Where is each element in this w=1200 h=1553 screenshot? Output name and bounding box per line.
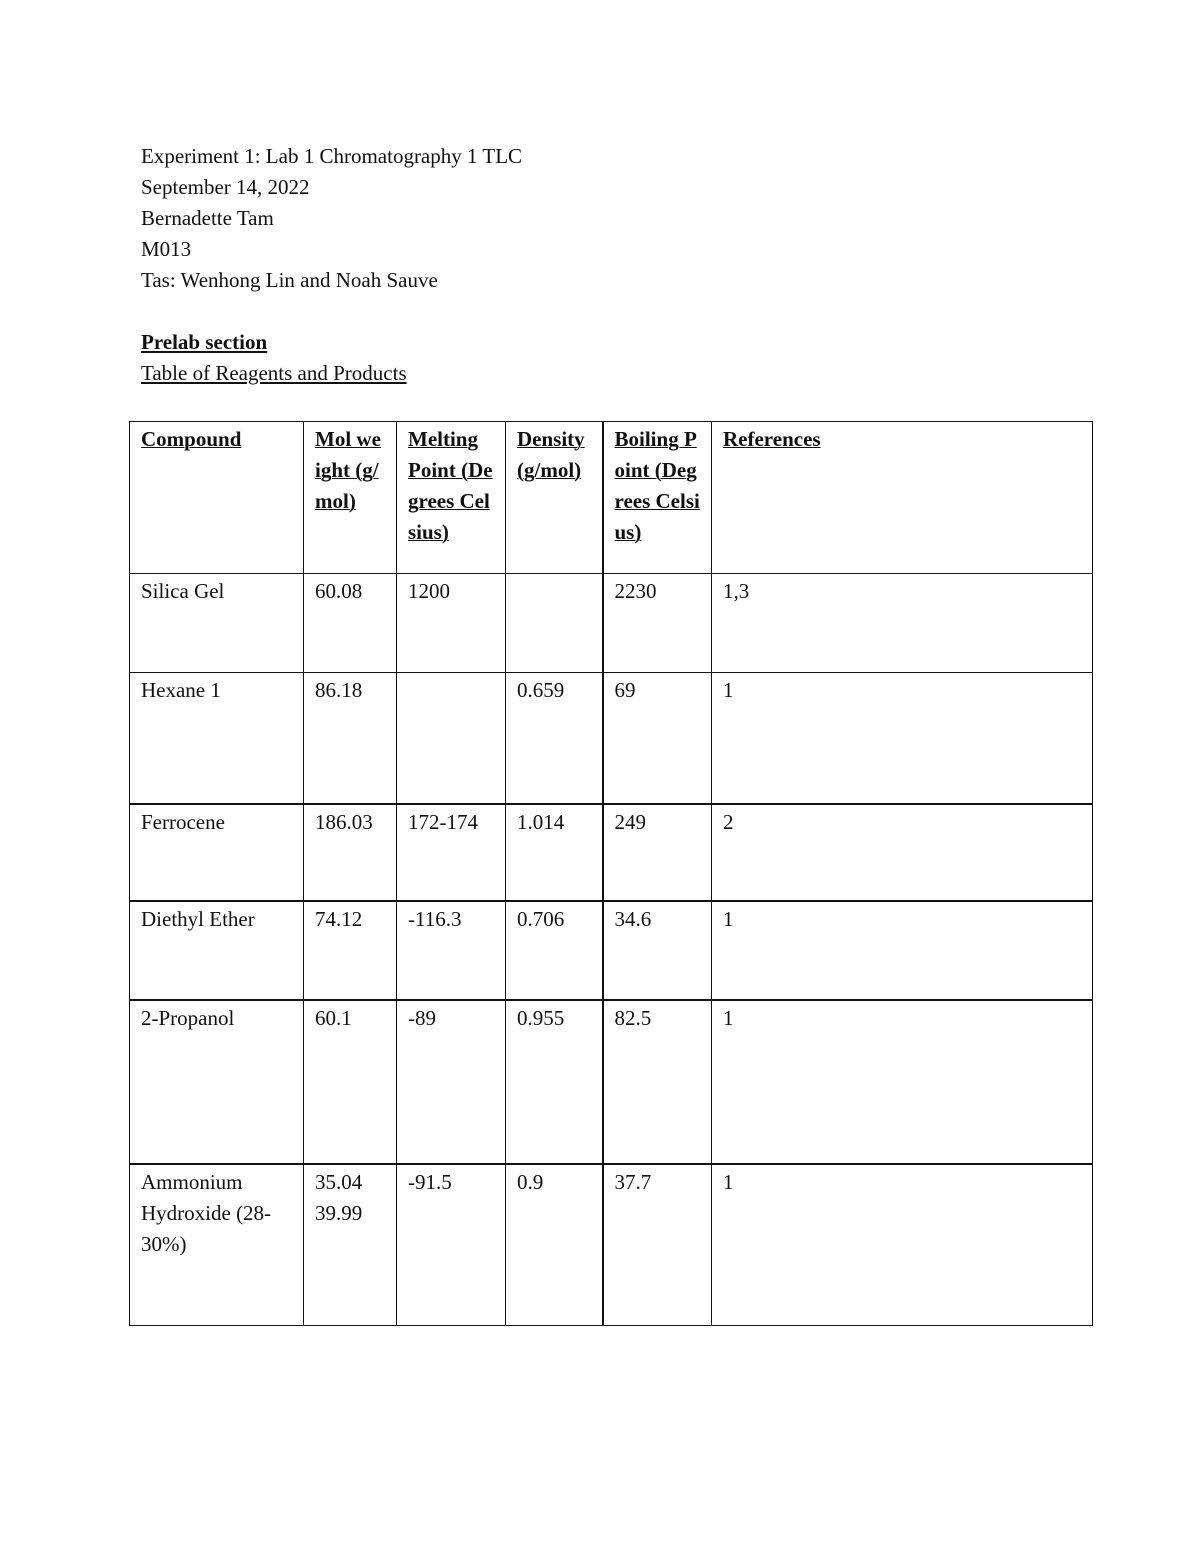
spacer	[141, 296, 522, 327]
cell-mol-weight: 186.03	[304, 804, 397, 901]
cell-boiling-point: 69	[603, 673, 712, 804]
cell-compound: 2-Propanol	[130, 1000, 304, 1164]
cell-mol-weight: 60.1	[304, 1000, 397, 1164]
cell-compound: Hexane 1	[130, 673, 304, 804]
table-row	[130, 574, 1093, 673]
cell-boiling-point: 37.7	[603, 1164, 712, 1326]
cell-references: 1	[712, 1164, 1093, 1326]
table-row	[130, 1164, 1093, 1326]
cell-density: 0.659	[506, 673, 603, 804]
cell-boiling-point: 249	[603, 804, 712, 901]
header-boiling-point: Boiling Point (Degrees Celsius)	[603, 422, 712, 574]
cell-compound: Diethyl Ether	[130, 901, 304, 1000]
cell-density: 1.014	[506, 804, 603, 901]
table-row	[130, 901, 1093, 1000]
cell-mol-weight: 74.12	[304, 901, 397, 1000]
cell-melting-point: -116.3	[397, 901, 506, 1000]
table-caption: Table of Reagents and Products	[141, 361, 407, 385]
cell-boiling-point: 2230	[603, 574, 712, 673]
header-melting-point: Melting Point (Degrees Celsius)	[397, 422, 506, 574]
table-row	[130, 1000, 1093, 1164]
section-code: M013	[141, 237, 192, 261]
experiment-date: September 14, 2022	[141, 175, 310, 199]
table-row	[130, 673, 1093, 804]
header-density: Density (g/mol)	[506, 422, 603, 574]
cell-references: 2	[712, 804, 1093, 901]
cell-mol-weight: 35.04 39.99	[304, 1164, 397, 1326]
header-mol-weight: Mol weight (g/mol)	[304, 422, 397, 574]
header-references: References	[712, 422, 1093, 574]
cell-density	[506, 574, 603, 673]
experiment-title: Experiment 1: Lab 1 Chromatography 1 TLC	[141, 144, 523, 168]
cell-references: 1	[712, 901, 1093, 1000]
table-row	[130, 804, 1093, 901]
cell-mol-weight: 86.18	[304, 673, 397, 804]
cell-boiling-point: 82.5	[603, 1000, 712, 1164]
cell-references: 1,3	[712, 574, 1093, 673]
document-header	[141, 141, 522, 389]
cell-melting-point	[397, 673, 506, 804]
cell-melting-point: 172-174	[397, 804, 506, 901]
cell-mol-weight: 60.08	[304, 574, 397, 673]
header-compound: Compound	[130, 422, 304, 574]
cell-compound: Ferrocene	[130, 804, 304, 901]
table-header-row	[130, 422, 1093, 574]
cell-melting-point: 1200	[397, 574, 506, 673]
reagents-table	[129, 421, 1093, 1326]
cell-references: 1	[712, 673, 1093, 804]
teaching-assistants: Tas: Wenhong Lin and Noah Sauve	[141, 268, 438, 292]
cell-melting-point: -91.5	[397, 1164, 506, 1326]
cell-density: 0.955	[506, 1000, 603, 1164]
cell-references: 1	[712, 1000, 1093, 1164]
cell-compound: Silica Gel	[130, 574, 304, 673]
cell-compound: Ammonium Hydroxide (28-30%)	[130, 1164, 304, 1326]
cell-melting-point: -89	[397, 1000, 506, 1164]
cell-boiling-point: 34.6	[603, 901, 712, 1000]
cell-density: 0.9	[506, 1164, 603, 1326]
prelab-section-title: Prelab section	[141, 330, 268, 354]
cell-density: 0.706	[506, 901, 603, 1000]
author-name: Bernadette Tam	[141, 206, 274, 230]
